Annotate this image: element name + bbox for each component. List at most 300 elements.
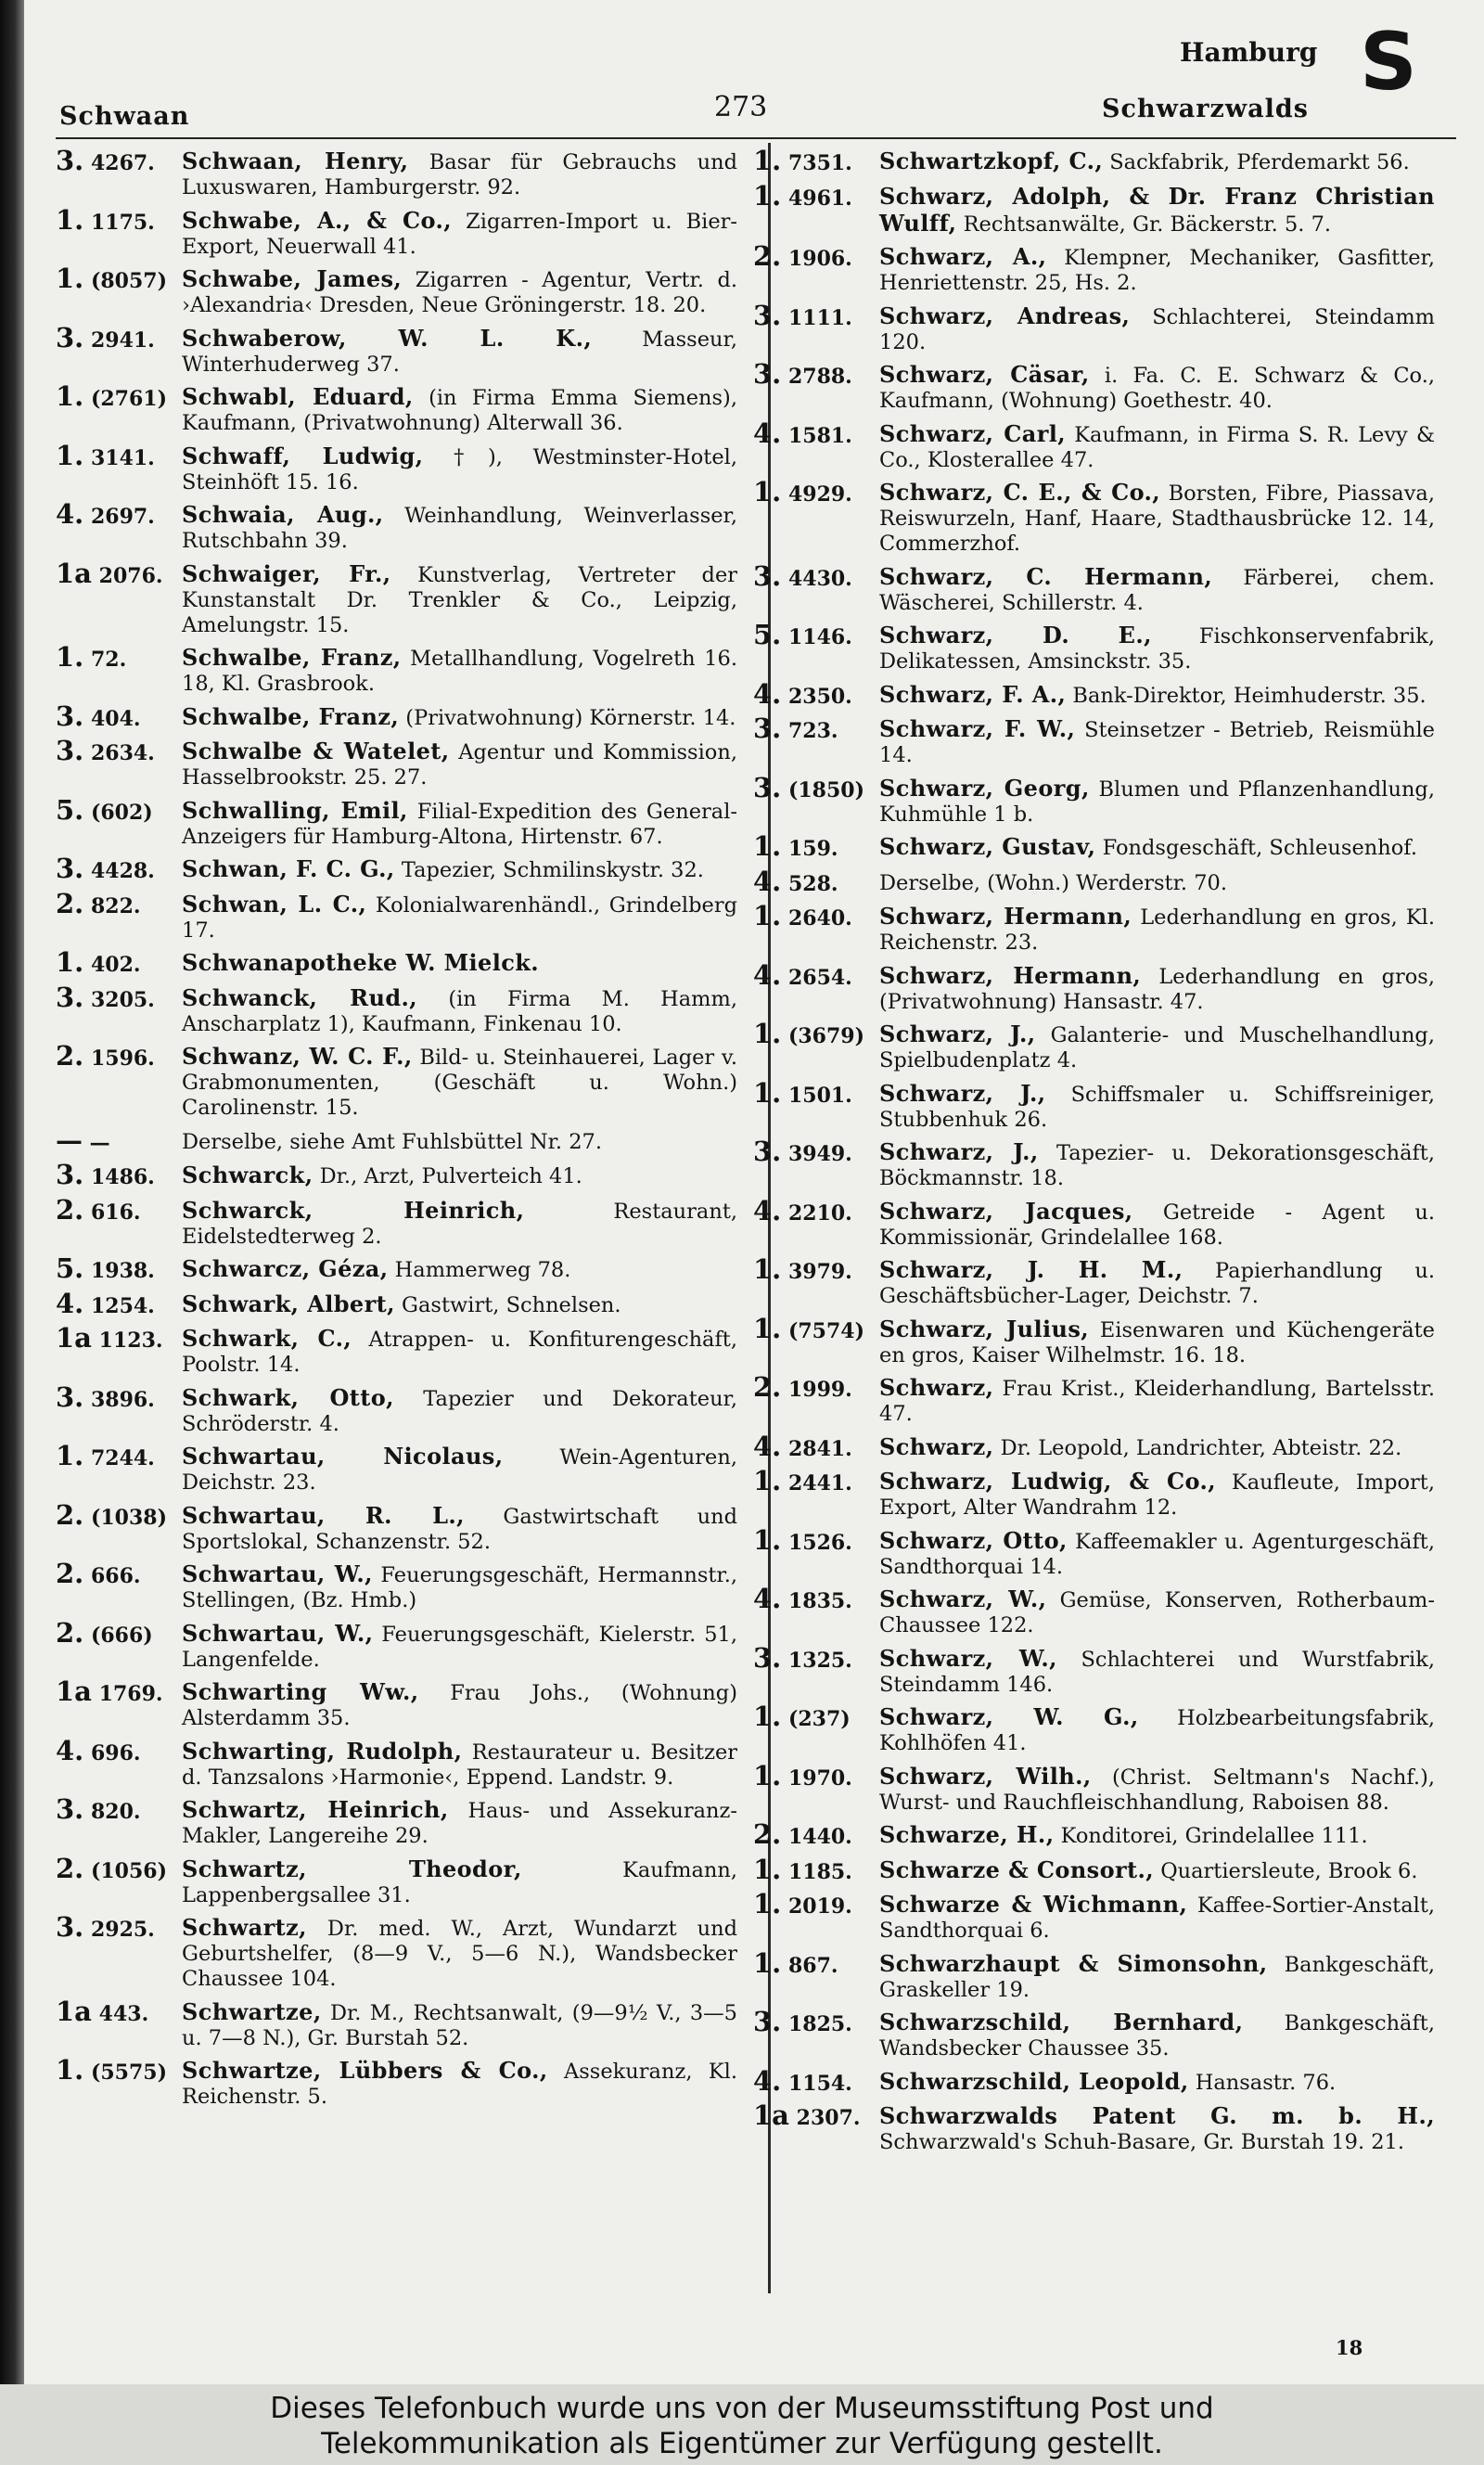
subscriber-details: Steinsetzer - Betrieb, Reismühle 14. (879, 718, 1435, 767)
subscriber-name: Schwarz, Ludwig, & Co., (879, 1468, 1216, 1495)
subscriber-details: Restaurateur u. Besitzer d. Tanzsalons ›Harmonie‹, Eppend. Landstr. 9. (182, 1740, 738, 1790)
entry-text (879, 1951, 1435, 2003)
subscriber-name: Schwanck, Rud., (182, 983, 418, 1011)
entry-text (879, 682, 1435, 709)
phone-number (753, 1583, 879, 1614)
subscriber-name: Schwaiger, Fr., (182, 559, 391, 587)
phone-number (753, 958, 879, 991)
entry-text (879, 303, 1435, 355)
exchange-zone: 1. (753, 900, 782, 931)
subscriber-name: Schwalbe, Franz, (182, 644, 402, 671)
subscriber-details: Gastwirtschaft und Sportslokal, Schanzenstr. 52. (182, 1504, 737, 1554)
line-number: 1501. (787, 1083, 852, 1108)
entry-text (879, 1528, 1435, 1580)
exchange-zone: 3. (56, 735, 84, 766)
phone-number (753, 1523, 879, 1556)
exchange-zone: 3. (753, 1136, 782, 1167)
subscriber-details: Haus- und Assekuranz-Makler, Langereihe 29. (182, 1799, 738, 1848)
phone-number (56, 380, 182, 412)
exchange-zone: 4. (753, 677, 782, 710)
directory-entry (753, 2099, 1435, 2155)
exchange-zone: 3. (56, 853, 84, 884)
subscriber-details: Dr. Leopold, Landrichter, Abteistr. 22. (1000, 1435, 1402, 1460)
directory-entry (56, 380, 737, 436)
subscriber-details: Gemüse, Konserven, Rotherbaum-Chaussee 122. (879, 1588, 1435, 1637)
phone-number (56, 263, 182, 294)
entry-text (879, 480, 1435, 557)
line-number: (666) (90, 1623, 153, 1648)
exchange-zone: 1. (56, 1440, 84, 1471)
entry-text (182, 1128, 737, 1155)
line-number: 2210. (787, 1200, 852, 1226)
subscriber-details: Zigarren-Import u. Bier-Export, Neuerwall 41. (182, 209, 738, 259)
line-number: 443. (98, 2001, 149, 2026)
line-number: 2350. (787, 684, 852, 709)
exchange-zone: 1. (753, 830, 782, 862)
line-number: 3979. (787, 1260, 852, 1284)
directory-entry (56, 641, 737, 697)
exchange-zone: 1. (753, 1253, 782, 1285)
subscriber-name: Schwarz, (879, 1374, 994, 1401)
line-number: 1769. (98, 1682, 163, 1706)
subscriber-details: Tapezier- u. Dekorationsgeschäft, Böckmannstr. 18. (879, 1141, 1436, 1190)
subscriber-details: Lederhandlung en gros, (Privatwohnung) Hansastr. 47. (879, 964, 1435, 1014)
page-mark: 18 (1336, 2336, 1363, 2359)
subscriber-details: Borsten, Fibre, Piassava, Reiswurzeln, Hanf, Haare, Stadthausbrücke 12. 14, Commerzhof. (879, 481, 1435, 556)
entry-text (879, 834, 1435, 861)
exchange-zone: 1. (56, 439, 84, 471)
exchange-zone: 4. (753, 1194, 782, 1226)
exchange-zone: 2. (56, 1558, 84, 1589)
line-number: (2761) (90, 387, 168, 411)
subscriber-name: Schwartau, R. L., (182, 1501, 465, 1529)
subscriber-name: Schwartze, Lübbers & Co., (182, 2057, 548, 2084)
phone-number (56, 853, 182, 884)
exchange-zone: 1. (753, 476, 782, 507)
phone-number (56, 1675, 182, 1707)
entry-text (182, 1739, 737, 1791)
line-number: 1486. (90, 1165, 155, 1189)
entry-text (182, 798, 737, 850)
phone-number (753, 771, 879, 803)
subscriber-details: Hansastr. 76. (1195, 2070, 1337, 2095)
exchange-zone: 3. (56, 1911, 84, 1943)
line-number: 696. (90, 1740, 141, 1765)
exchange-zone: 4. (753, 958, 782, 991)
phone-number (753, 619, 879, 650)
exchange-zone: 4. (753, 865, 782, 897)
line-number: 2019. (787, 1894, 852, 1919)
line-number: 72. (90, 648, 127, 672)
subscriber-details: Kaffee-Sortier-Anstalt, Sandthorquai 6. (879, 1894, 1436, 1943)
subscriber-name: Schwarz, Gustav, (879, 833, 1096, 860)
subscriber-name: Schwarting Ww., (182, 1678, 419, 1705)
phone-number (753, 1430, 879, 1462)
subscriber-details: Feuerungsgeschäft, Hermannstr., Stellingen, (Bz. Hmb.) (182, 1563, 737, 1612)
exchange-zone: 4. (56, 498, 84, 530)
exchange-zone: 3. (753, 713, 782, 744)
entry-text (879, 1199, 1435, 1251)
entry-text (879, 362, 1435, 414)
exchange-zone: 3. (753, 559, 782, 592)
phone-number (753, 1946, 879, 1979)
line-number: 4430. (787, 566, 852, 591)
subscriber-name: Schwarck, Heinrich, (182, 1196, 525, 1224)
subscriber-details: Hammerweg 78. (394, 1258, 571, 1282)
entry-text (182, 1198, 737, 1250)
line-number: 1123. (98, 1329, 163, 1353)
phone-number (56, 1040, 182, 1072)
directory-entry (56, 793, 737, 850)
exchange-zone: 3. (753, 771, 782, 803)
exchange-zone: 4. (56, 1287, 84, 1319)
directory-entry (753, 1018, 1435, 1073)
subscriber-details: Schiffsmaler u. Schiffsreiniger, Stubbenhuk 26. (879, 1082, 1436, 1132)
subscriber-details: Rechtsanwälte, Gr. Bäckerstr. 5. 7. (963, 212, 1332, 237)
directory-entry (753, 1076, 1436, 1133)
line-number: (602) (90, 800, 153, 825)
line-number: 159. (787, 837, 838, 861)
entry-text (879, 776, 1435, 828)
phone-number (753, 1371, 879, 1403)
directory-entry (56, 735, 737, 790)
entry-text (182, 1291, 737, 1318)
subscriber-name: Schwalling, Emil, (182, 796, 408, 824)
phone-number (56, 2054, 182, 2086)
subscriber-details: Blumen und Pflanzenhandlung, Kuhmühle 1 b. (879, 777, 1435, 827)
entry-text (182, 892, 737, 944)
exchange-zone: 1. (753, 1523, 782, 1556)
subscriber-details: Wein-Agenturen, Deichstr. 23. (182, 1445, 737, 1495)
entry-text (182, 1044, 737, 1121)
subscriber-details: Filial-Expedition des General-Anzeigers für Hamburg-Altona, Hirtenstr. 67. (182, 799, 737, 849)
subscriber-details: Frau Johs., (Wohnung) Alsterdamm 35. (182, 1681, 737, 1730)
entry-text (182, 384, 737, 436)
directory-entry (753, 1759, 1436, 1816)
exchange-zone: 1. (56, 263, 84, 294)
phone-number (56, 1616, 182, 1649)
subscriber-details: Eisenwaren und Küchengeräte en gros, Kaiser Wilhelmstr. 16. 18. (879, 1317, 1435, 1367)
subscriber-name: Schwarcz, Géza, (182, 1255, 389, 1282)
subscriber-details: Weinhandlung, Weinverlasser, Rutschbahn 39. (182, 504, 737, 553)
subscriber-name: Schwarz, Julius, (879, 1315, 1090, 1342)
exchange-zone: 2. (56, 1193, 84, 1226)
subscriber-details: Kolonialwarenhändl., Grindelberg 17. (182, 892, 737, 943)
entry-text (182, 856, 737, 883)
subscriber-name: Schwalbe, Franz, (182, 702, 400, 730)
subscriber-name: Schwaan, Henry, (182, 148, 409, 174)
phone-number (753, 417, 879, 449)
entry-text (879, 2069, 1435, 2096)
directory-entry (753, 677, 1435, 710)
entry-text (879, 2103, 1435, 2155)
directory-entry (753, 1253, 1435, 1309)
subscriber-name: Schwark, C., (182, 1325, 352, 1352)
entry-text (879, 1892, 1435, 1944)
directory-entry (753, 2006, 1435, 2061)
subscriber-details: i. Fa. C. E. Schwarz & Co., Kaufmann, (Wohnung) Goethestr. 40. (879, 364, 1435, 413)
phone-number (56, 1911, 182, 1943)
exchange-zone: — (56, 1123, 83, 1156)
line-number: 1175. (90, 210, 155, 235)
phone-number (753, 240, 879, 272)
directory-entry (56, 1287, 737, 1319)
line-number: 3896. (90, 1387, 155, 1412)
line-number: 7351. (787, 151, 852, 175)
subscriber-name: Schwartau, W., (182, 1619, 374, 1647)
directory-entry (56, 887, 737, 944)
line-number: 2640. (787, 906, 852, 931)
line-number: 2925. (90, 1918, 155, 1942)
directory-entry (56, 1440, 737, 1496)
line-number: 1825. (787, 2012, 852, 2036)
line-number: 867. (787, 1953, 838, 1978)
entry-text (879, 1822, 1435, 1849)
directory-entry (753, 417, 1436, 473)
subscriber-details: Tapezier, Schmilinskystr. 32. (401, 858, 704, 882)
subscriber-name: Schwarz, A., (879, 243, 1047, 270)
subscriber-details: Restaurant, Eidelstedterweg 2. (182, 1199, 738, 1249)
header-city: Hamburg (1180, 37, 1318, 68)
subscriber-name: Schwark, Otto, (182, 1383, 394, 1411)
directory-entry (56, 1159, 737, 1190)
credit-line-1: Dieses Telefonbuch wurde uns von der Museumsstiftung Post und (270, 2392, 1214, 2425)
directory-entry (753, 1465, 1436, 1521)
exchange-zone: 2. (753, 1371, 782, 1403)
subscriber-name: Schwarz, J., (879, 1138, 1039, 1165)
subscriber-name: Schwarze, H., (879, 1821, 1055, 1848)
line-number: 1970. (787, 1765, 852, 1791)
entry-text (879, 1469, 1435, 1521)
exchange-zone: 4. (753, 2064, 782, 2097)
line-number: 2307. (796, 2106, 861, 2130)
subscriber-name: Schwarz, Cäsar, (879, 361, 1090, 388)
phone-number (753, 1194, 879, 1226)
subscriber-name: Schwarze & Wichmann, (879, 1891, 1188, 1918)
exchange-zone: 1. (56, 641, 84, 673)
subscriber-name: Schwarz, W. G., (879, 1703, 1139, 1730)
phone-number (753, 1818, 879, 1850)
exchange-zone: 4. (753, 1583, 782, 1614)
subscriber-name: Schwarzschild, Bernhard, (879, 2009, 1244, 2035)
phone-number (56, 439, 182, 471)
exchange-zone: 1. (56, 2054, 84, 2086)
entry-text (182, 266, 737, 318)
line-number: 7244. (90, 1446, 155, 1470)
subscriber-details: Kaufmann, Lappenbergsallee 31. (182, 1857, 737, 1907)
line-number: 3949. (787, 1142, 852, 1166)
entry-text (879, 1704, 1435, 1756)
directory-entry (753, 1818, 1435, 1850)
subscriber-details: Agentur und Kommission, Hasselbrookstr. 25. 27. (182, 740, 737, 790)
entry-text (182, 1503, 737, 1555)
subscriber-details: Zigarren - Agentur, Vertr. d. ›Alexandria‹ Dresden, Neue Gröningerstr. 18. 20. (182, 268, 738, 317)
subscriber-name: Schwabe, James, (182, 265, 403, 292)
subscriber-name: Schwartau, Nicolaus, (182, 1443, 504, 1470)
book-binding-edge (0, 0, 24, 2384)
line-number: 2941. (90, 327, 155, 353)
exchange-zone: 1. (753, 1946, 782, 1979)
line-number: 4961. (787, 186, 852, 211)
line-number: 4267. (90, 151, 155, 175)
exchange-zone: 1a (56, 1322, 92, 1354)
phone-number (56, 557, 182, 589)
line-number: 1154. (787, 2071, 852, 2096)
subscriber-name: Schwarz, Hermann, (879, 961, 1142, 989)
section-letter: S (1360, 16, 1417, 109)
phone-number (753, 1076, 879, 1109)
line-number: 4428. (90, 859, 155, 883)
entry-text (182, 1256, 737, 1283)
subscriber-details: Frau Krist., Kleiderhandlung, Bartelsstr. 47. (879, 1377, 1436, 1426)
subscriber-details: (Christ. Seltmann's Nachf.), Wurst- und Rauchfleischhandlung, Raboisen 88. (879, 1765, 1436, 1815)
subscriber-details: (Privatwohnung) Körnerstr. 14. (405, 705, 736, 730)
exchange-zone: 4. (753, 417, 782, 449)
line-number: 1440. (787, 1825, 852, 1849)
phone-number (56, 1440, 182, 1471)
directory-entry (753, 830, 1435, 862)
entry-text (182, 1621, 737, 1673)
line-number: 1325. (787, 1648, 852, 1673)
left-column (56, 145, 738, 2117)
subscriber-name: Schwarting, Rudolph, (182, 1737, 463, 1765)
entry-text (182, 704, 737, 731)
subscriber-name: Schwarz, Otto, (879, 1526, 1068, 1554)
subscriber-details: Papierhandlung u. Geschäftsbücher-Lager, Deichstr. 7. (879, 1259, 1435, 1308)
subscriber-details: (in Firma Emma Siemens), Kaufmann, (Privatwohnung) Alterwall 36. (182, 386, 737, 435)
header-rule (56, 137, 1456, 139)
phone-number (753, 900, 879, 931)
exchange-zone: 3. (56, 700, 84, 732)
subscriber-name: Schwanapotheke W. Mielck. (182, 949, 540, 976)
phone-number (753, 299, 879, 331)
subscriber-name: Schwarz, Carl, (879, 419, 1067, 447)
directory-entry (753, 1583, 1435, 1638)
entry-text (182, 2058, 737, 2110)
subscriber-details: Fischkonservenfabrik, Delikatessen, Amsinckstr. 35. (879, 624, 1435, 674)
line-number: 404. (90, 706, 141, 731)
entry-text (879, 1139, 1435, 1191)
directory-entry (56, 557, 738, 638)
phone-number (56, 1123, 182, 1156)
entry-text (879, 1081, 1435, 1133)
exchange-zone: 3. (753, 1641, 782, 1674)
phone-number (56, 1852, 182, 1884)
subscriber-name: Schwarz, J., (879, 1021, 1036, 1047)
phone-number (56, 1287, 182, 1319)
phone-number (753, 1641, 879, 1674)
subscriber-name: Schwarz, W., (879, 1644, 1057, 1672)
subscriber-name: Schwartzkopf, C., (879, 148, 1104, 174)
phone-number (56, 1498, 182, 1531)
subscriber-name: Schwaff, Ludwig, (182, 442, 424, 469)
subscriber-details: Fondsgeschäft, Schleusenhof. (1102, 836, 1417, 860)
phone-number (753, 179, 879, 212)
phone-number (56, 1159, 182, 1190)
directory-entry (753, 1312, 1435, 1368)
directory-entry (56, 1852, 737, 1908)
subscriber-name: Schwarck, (182, 1162, 313, 1188)
subscriber-details: (in Firma M. Hamm, Anscharplatz 1), Kaufmann, Finkenau 10. (182, 986, 737, 1036)
line-number: 3141. (90, 445, 155, 470)
line-number: 1146. (787, 625, 852, 649)
subscriber-details: Holzbearbeitungsfabrik, Kohlhöfen 41. (879, 1706, 1435, 1755)
line-number: 666. (90, 1564, 141, 1588)
directory-entry (56, 1675, 737, 1731)
exchange-zone: 2. (56, 1040, 84, 1072)
exchange-zone: 1. (56, 946, 84, 978)
entry-text (879, 184, 1435, 238)
phone-number (56, 498, 182, 530)
subscriber-name: Schwarz, W., (879, 1586, 1047, 1612)
entry-text (182, 985, 737, 1037)
phone-number (753, 2099, 879, 2131)
phone-number (56, 1322, 182, 1354)
line-number: 1999. (787, 1378, 852, 1402)
phone-number (753, 1759, 879, 1791)
header-left-keyword: Schwaan (59, 102, 190, 131)
subscriber-name: Schwarz, Andreas, (879, 302, 1131, 329)
phone-number (753, 358, 879, 390)
subscriber-name: Schwarz, (879, 1432, 994, 1460)
line-number: 2076. (98, 563, 163, 588)
exchange-zone: 2. (56, 887, 84, 919)
right-column (753, 145, 1436, 2163)
exchange-zone: 1a (753, 2099, 789, 2131)
line-number: 1938. (90, 1259, 155, 1283)
line-number: (7574) (787, 1318, 865, 1343)
phone-number (56, 946, 182, 978)
phone-number (753, 1136, 879, 1167)
phone-number (56, 1193, 182, 1226)
exchange-zone: 1. (56, 203, 84, 236)
subscriber-details: Schlachterei, Steindamm 120. (879, 304, 1436, 354)
exchange-zone: 1a (56, 557, 92, 589)
subscriber-details: Bankgeschäft, Graskeller 19. (879, 1952, 1435, 2002)
subscriber-details: Derselbe, (Wohn.) Werderstr. 70. (879, 870, 1227, 895)
phone-number (753, 1853, 879, 1885)
phone-number (753, 1018, 879, 1049)
exchange-zone: 1. (753, 145, 782, 176)
line-number: 1185. (787, 1859, 852, 1884)
exchange-zone: 3. (753, 2006, 782, 2037)
subscriber-details: Dr. M., Rechtsanwalt, (9—9½ V., 3—5 u. 7—8 N.), Gr. Burstah 52. (182, 2000, 737, 2050)
subscriber-details: Getreide - Agent u. Kommissionär, Grindelallee 168. (879, 1200, 1435, 1250)
phone-number (753, 559, 879, 592)
directory-entry (753, 559, 1435, 616)
directory-entry (753, 958, 1435, 1015)
directory-entry (56, 1380, 737, 1437)
phone-number (753, 2064, 879, 2097)
phone-number (56, 700, 182, 732)
entry-text (182, 1162, 737, 1189)
directory-entry (753, 1194, 1435, 1251)
directory-entry (56, 1498, 737, 1555)
entry-text (879, 1257, 1435, 1309)
subscriber-details: Metallhandlung, Vogelreth 16. 18, Kl. Grasbrook. (182, 647, 737, 696)
exchange-zone: 1. (753, 1076, 782, 1109)
phone-number (56, 981, 182, 1013)
subscriber-name: Schwarz, C. Hermann, (879, 562, 1213, 590)
subscriber-details: Galanterie- und Muschelhandlung, Spielbudenplatz 4. (879, 1023, 1435, 1072)
exchange-zone: 5. (56, 1252, 84, 1284)
subscriber-name: Schwarzhaupt & Simonsohn, (879, 1949, 1268, 1977)
subscriber-details: Dr., Arzt, Pulverteich 41. (319, 1164, 582, 1188)
line-number: 4929. (787, 482, 852, 507)
entry-text (182, 950, 737, 977)
subscriber-name: Schwaia, Aug., (182, 501, 384, 528)
subscriber-details: Feuerungsgeschäft, Kielerstr. 51, Langenfelde. (182, 1622, 737, 1672)
